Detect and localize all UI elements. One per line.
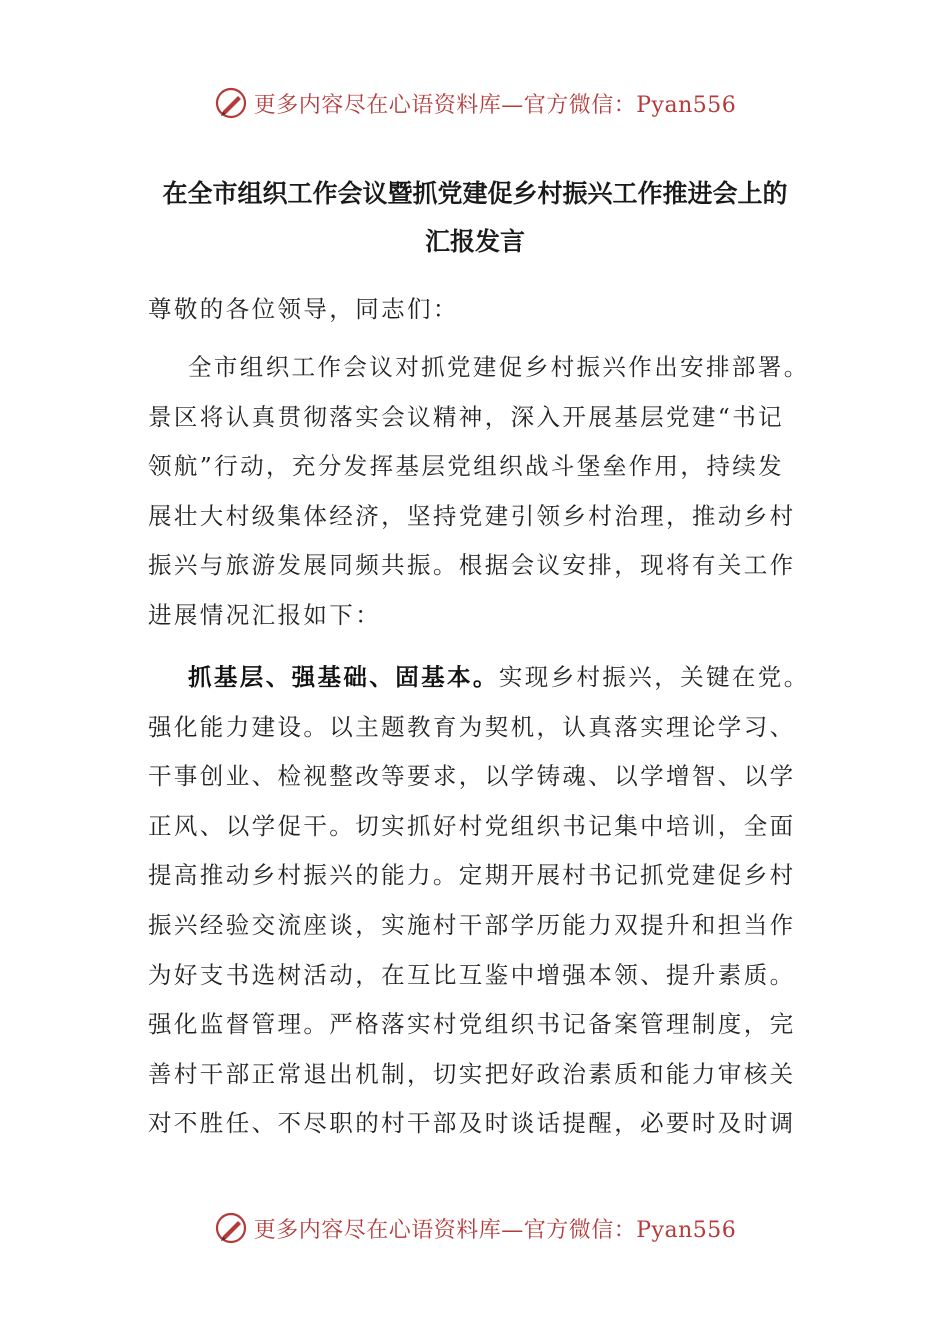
title-line-2: 汇报发言 — [424, 227, 525, 256]
watermark-text: 更多内容尽在心语资料库—官方微信：Pyan556 — [253, 1217, 737, 1243]
paragraph-line: 强化能力建设。以主题教育为契机，认真落实理论学习、 — [148, 712, 796, 741]
paragraph-line: 进展情况汇报如下： — [148, 600, 382, 629]
paragraph-line: 善村干部正常退出机制，切实把好政治素质和能力审核关 — [148, 1059, 796, 1088]
watermark-footer — [0, 1211, 950, 1245]
paragraph-line: 振兴与旅游发展同频共振。根据会议安排，现将有关工作 — [148, 551, 796, 580]
paragraph-line: 领航”行动，充分发挥基层党组织战斗堡垒作用，持续发 — [148, 452, 785, 481]
paragraph-line: 干事创业、检视整改等要求，以学铸魂、以学增智、以学 — [148, 762, 796, 791]
title-line-1: 在全市组织工作会议暨抓党建促乡村振兴工作推进会上的 — [162, 179, 788, 208]
section-heading: 抓基层、强基础、固基本。 — [188, 663, 499, 691]
paragraph-line: 提高推动乡村振兴的能力。定期开展村书记抓党建促乡村 — [148, 861, 796, 890]
paragraph-line: 振兴经验交流座谈，实施村干部学历能力双提升和担当作 — [148, 910, 796, 939]
paragraph-first-line — [148, 653, 808, 703]
pen-logo-icon — [214, 1211, 248, 1245]
paragraph-line: 对不胜任、不尽职的村干部及时谈话提醒，必要时及时调 — [148, 1109, 796, 1138]
paragraph-line: 强化监督管理。严格落实村党组织书记备案管理制度，完 — [148, 1010, 796, 1039]
document-title — [110, 170, 840, 266]
paragraph-line: 全市组织工作会议对抓党建促乡村振兴作出安排部署。 — [188, 353, 810, 381]
salutation-text: 尊敬的各位领导，同志们： — [148, 295, 459, 323]
paragraph-1 — [148, 343, 808, 641]
paragraph-line-rest: 实现乡村振兴，关键在党。 — [498, 663, 810, 691]
watermark-header — [0, 86, 950, 120]
paragraph-line: 展壮大村级集体经济，坚持党建引领乡村治理，推动乡村 — [148, 501, 796, 530]
paragraph-2 — [148, 653, 808, 1149]
paragraph-line: 为好支书选树活动，在互比互鉴中增强本领、提升素质。 — [148, 960, 796, 989]
pen-logo-icon — [214, 86, 248, 120]
paragraph-line: 正风、以学促干。切实抓好村党组织书记集中培训，全面 — [148, 811, 796, 840]
paragraph-line: 景区将认真贯彻落实会议精神，深入开展基层党建“书记 — [148, 402, 785, 431]
watermark-text: 更多内容尽在心语资料库—官方微信：Pyan556 — [253, 92, 737, 118]
salutation — [148, 285, 808, 335]
